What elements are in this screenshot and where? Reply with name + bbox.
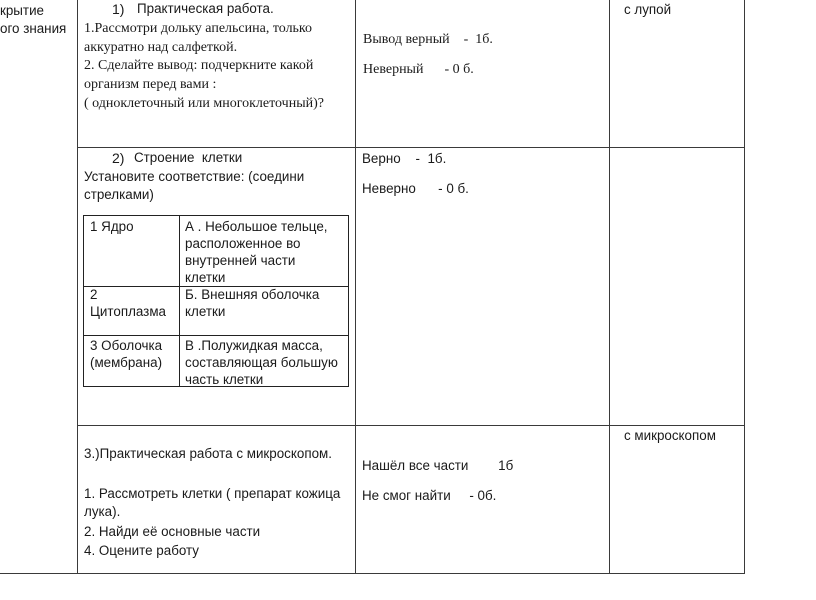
row3-eval-line: Не смог найти - 0б. bbox=[362, 488, 497, 503]
match-right-text: А . Небольшое тельце, bbox=[185, 219, 328, 234]
row1-task-line: организм перед вами : bbox=[84, 77, 217, 92]
match-right-text: часть клетки bbox=[185, 372, 264, 387]
table-border-col4 bbox=[744, 0, 745, 574]
row2-task-line: стрелками) bbox=[84, 187, 154, 202]
match-right-text: клетки bbox=[185, 304, 226, 319]
row2-task-title: Строение клетки bbox=[134, 150, 243, 165]
left-column-line1: крытие bbox=[0, 3, 44, 18]
row2-eval-line: Неверно - 0 б. bbox=[362, 181, 469, 196]
row1-task-line: 1.Рассмотри дольку апельсина, только bbox=[84, 21, 313, 36]
row1-eval-line: Вывод верный - 1б. bbox=[363, 32, 493, 47]
match-left-text: Цитоплазма bbox=[90, 304, 166, 319]
left-column-line2: ого знания bbox=[0, 21, 67, 36]
row3-eval-line: Нашёл все части 1б bbox=[362, 458, 514, 473]
match-left-text: (мембрана) bbox=[90, 355, 163, 370]
match-right-text: внутренней части bbox=[185, 253, 296, 268]
match-table-border bbox=[179, 215, 180, 387]
match-left-cell bbox=[90, 218, 134, 235]
table-border-row2 bbox=[77, 425, 745, 426]
table-border-col3 bbox=[609, 0, 610, 574]
row1-tool: с лупой bbox=[624, 2, 672, 17]
row3-task-line: 3.)Практическая работа с микроскопом. bbox=[84, 446, 332, 461]
match-right-text: составляющая большую bbox=[185, 355, 338, 370]
match-right-text: расположенное во bbox=[185, 236, 301, 251]
row2-task-line: Установите соответствие: (соедини bbox=[84, 169, 305, 184]
match-table-border bbox=[83, 335, 349, 336]
row3-task-line: 4. Оцените работу bbox=[84, 543, 199, 558]
match-left-text: 3 Оболочка bbox=[90, 338, 163, 353]
row3-tool: с микроскопом bbox=[624, 428, 716, 443]
row3-task-line: 1. Рассмотреть клетки ( препарат кожица bbox=[84, 486, 341, 501]
match-right-cell bbox=[185, 337, 338, 388]
row1-eval-line: Неверный - 0 б. bbox=[363, 62, 474, 77]
match-left-cell bbox=[90, 337, 162, 371]
row1-task-title: Практическая работа. bbox=[137, 1, 274, 16]
match-table-border bbox=[348, 215, 349, 387]
match-left-text: 2 bbox=[90, 287, 98, 302]
match-table bbox=[83, 215, 349, 387]
match-right-text: В .Полужидкая масса, bbox=[185, 338, 323, 353]
row3-task-line: лука). bbox=[84, 504, 121, 519]
row1-task-line: аккуратно над салфеткой. bbox=[84, 39, 238, 55]
row2-eval-line: Верно - 1б. bbox=[362, 151, 447, 166]
table-border-row1 bbox=[77, 147, 745, 148]
match-right-cell bbox=[185, 286, 319, 320]
match-table-border bbox=[83, 215, 349, 216]
row1-task-line: ( одноклеточный или многоклеточный)? bbox=[84, 96, 324, 111]
table-border-col1 bbox=[77, 0, 78, 574]
match-right-cell bbox=[185, 218, 328, 286]
row2-task-number: 2) bbox=[112, 150, 125, 166]
match-left-cell bbox=[90, 286, 166, 320]
table-border-bottom bbox=[0, 573, 745, 574]
match-table-border bbox=[83, 215, 84, 387]
row1-task-line: 2. Сделайте вывод: подчеркните какой bbox=[84, 58, 314, 73]
match-left-text: 1 Ядро bbox=[90, 219, 134, 234]
match-right-text: клетки bbox=[185, 270, 226, 285]
match-right-text: Б. Внешняя оболочка bbox=[185, 287, 320, 302]
table-border-col2 bbox=[355, 0, 356, 574]
row1-task-number: 1) bbox=[112, 1, 125, 17]
row3-task-line: 2. Найди её основные части bbox=[84, 524, 261, 539]
